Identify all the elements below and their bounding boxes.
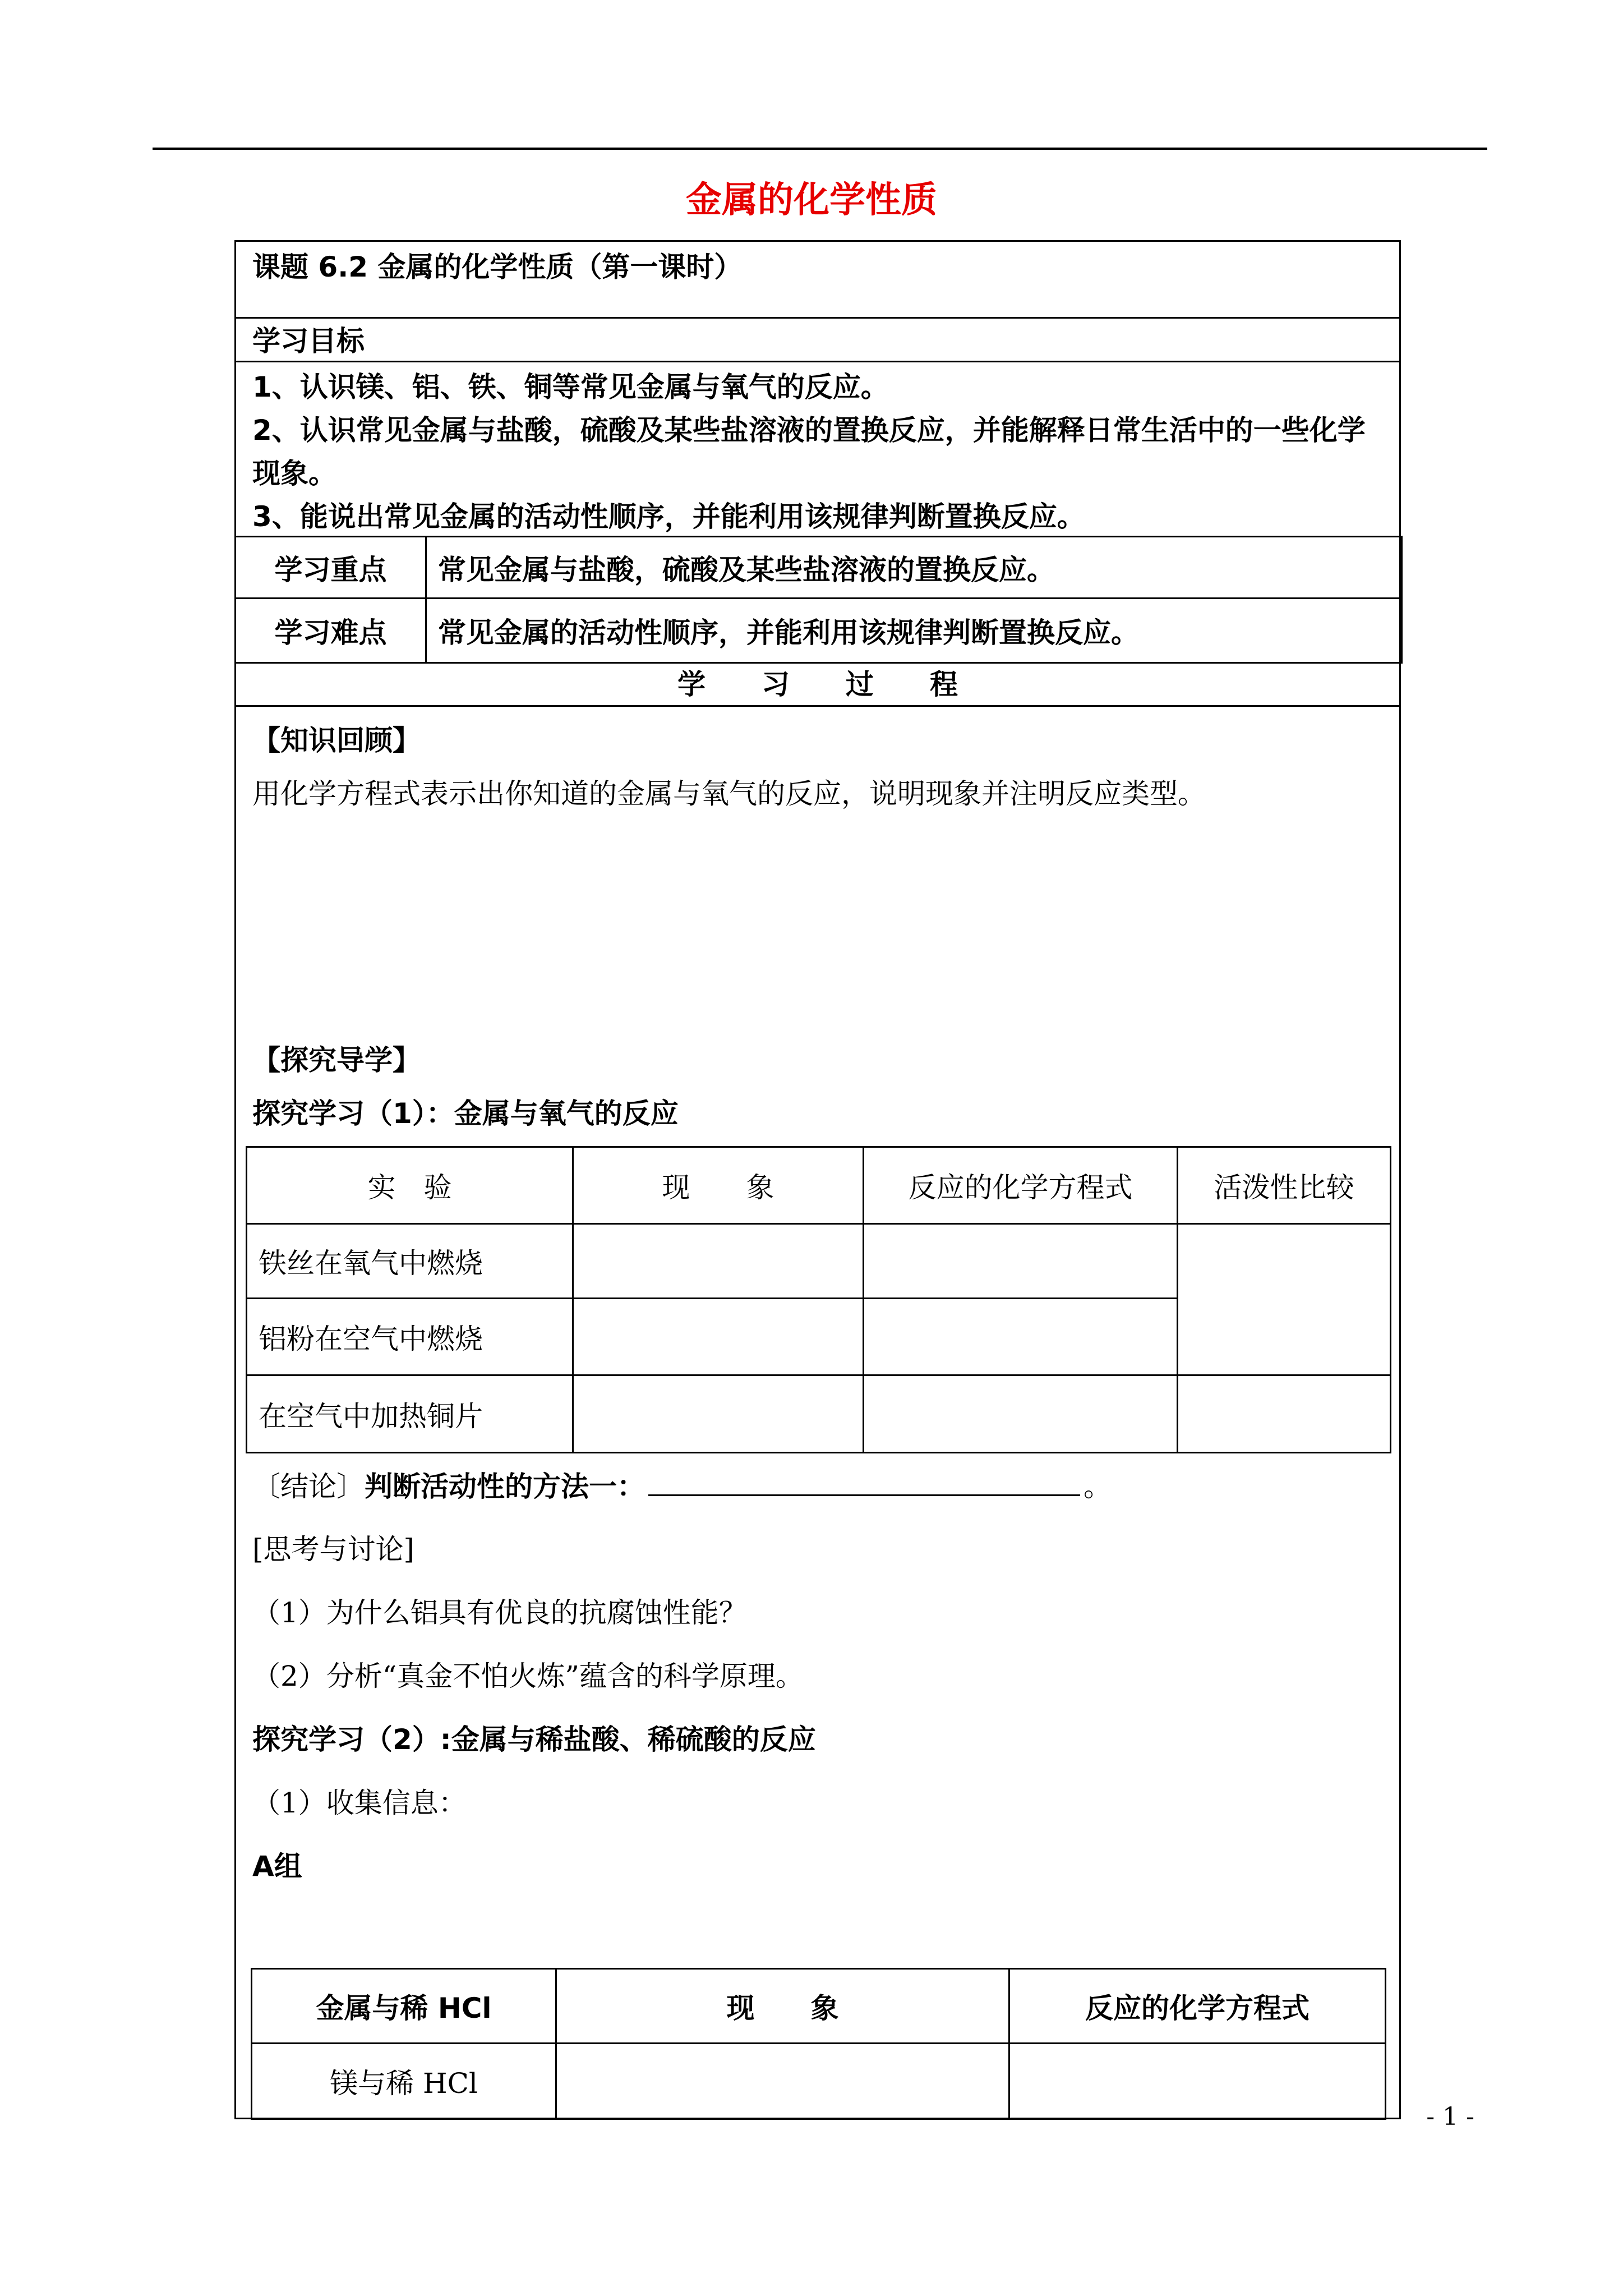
table-row-label: 镁与稀 HCl [252,2044,556,2119]
collect-info: （1）收集信息： [252,1787,467,1819]
header-rule [153,148,1487,150]
conclusion-line [252,1470,1112,1503]
conclusion-end: 。 [1083,1470,1112,1503]
table-cell[interactable] [864,1375,1178,1453]
table-header: 活泼性比较 [1178,1147,1391,1224]
table-cell[interactable] [1178,1375,1391,1453]
goal-item: 2、认识常见金属与盐酸，硫酸及某些盐溶液的置换反应，并能解释日常生活中的一些化学 [252,414,1366,447]
focus-table [234,536,1403,664]
table-cell[interactable] [864,1299,1178,1375]
table-cell[interactable] [573,1224,864,1299]
page-title: 金属的化学性质 [686,180,937,221]
group-a-label: A组 [252,1850,302,1883]
difficulty-label: 学习难点 [236,599,426,663]
table-header: 实 验 [247,1147,573,1224]
goal-item: 1、认识镁、铝、铁、铜等常见金属与氧气的反应。 [252,371,889,403]
goal-item: 现象。 [252,457,336,490]
oxygen-reaction-table [246,1146,1391,1453]
difficulty-text: 常见金属的活动性顺序，并能利用该规律判断置换反应。 [426,599,1402,663]
goals-heading: 学习目标 [252,325,365,357]
key-point-label: 学习重点 [236,537,426,599]
table-cell[interactable] [573,1375,864,1453]
topic-line: 课题 6.2 金属的化学性质（第一课时） [252,251,743,283]
table-header: 金属与稀 HCl [252,1969,556,2044]
table-row-label: 在空气中加热铜片 [247,1375,573,1453]
table-cell[interactable] [556,2044,1009,2119]
conclusion-prefix: 〔结论〕 [252,1470,365,1503]
conclusion-blank[interactable] [648,1470,1080,1496]
table-header: 现 象 [573,1147,864,1224]
key-point-text: 常见金属与盐酸，硫酸及某些盐溶液的置换反应。 [426,537,1402,599]
table-row-label: 铝粉在空气中燃烧 [247,1299,573,1375]
think-question: （1）为什么铝具有优良的抗腐蚀性能？ [252,1596,747,1629]
process-heading: 学 习 过 程 [677,668,958,701]
divider [234,705,1401,707]
think-question: （2）分析“真金不怕火炼”蕴含的科学原理。 [252,1660,804,1692]
think-heading: [思考与讨论] [252,1533,415,1566]
table-cell[interactable] [1009,2044,1386,2119]
table-row-label: 铁丝在氧气中燃烧 [247,1224,573,1299]
table-cell[interactable] [1178,1224,1391,1375]
table-cell[interactable] [864,1224,1178,1299]
explore2-heading: 探究学习（2）:金属与稀盐酸、稀硫酸的反应 [252,1723,816,1756]
goal-item: 3、能说出常见金属的活动性顺序，并能利用该规律判断置换反应。 [252,500,1085,533]
table-header: 反应的化学方程式 [1009,1969,1386,2044]
table-header: 现 象 [556,1969,1009,2044]
conclusion-text: 判断活动性的方法一： [365,1470,645,1503]
page-number: - 1 - [1426,2102,1474,2131]
review-text: 用化学方程式表示出你知道的金属与氧气的反应，说明现象并注明反应类型。 [252,777,1206,810]
explore1-heading: 探究学习（1）：金属与氧气的反应 [252,1097,679,1130]
review-heading: 【知识回顾】 [252,724,421,757]
explore-heading: 【探究导学】 [252,1044,421,1076]
hcl-reaction-table [251,1968,1386,2120]
divider [234,361,1401,362]
divider [234,317,1401,319]
table-header: 反应的化学方程式 [864,1147,1178,1224]
table-cell[interactable] [573,1299,864,1375]
